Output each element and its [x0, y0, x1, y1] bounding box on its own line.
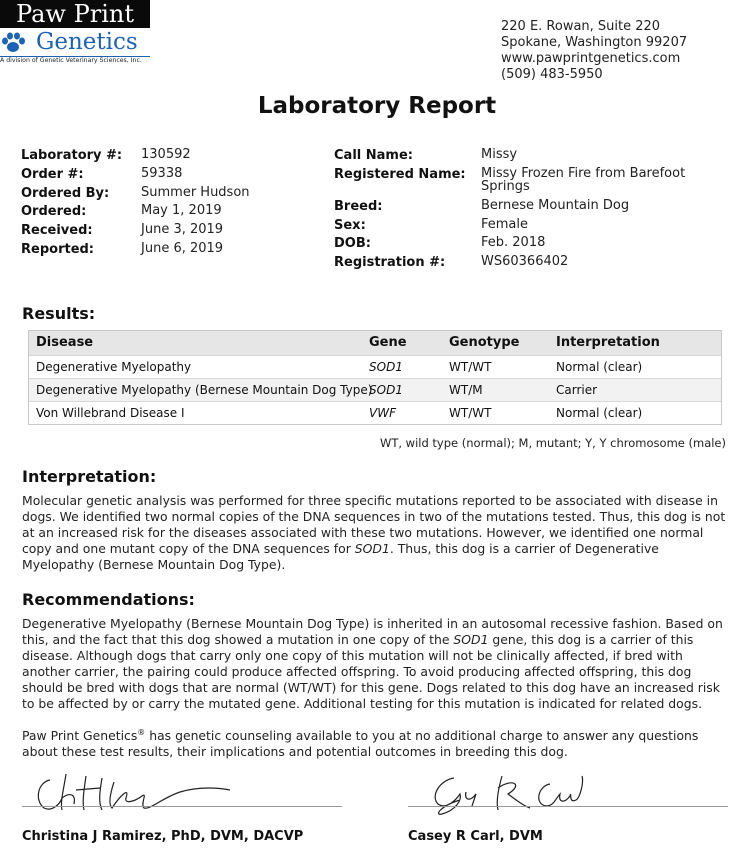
signer-name-left: Christina J Ramirez, PhD, DVM, DACVP: [22, 829, 304, 844]
address-phone: (509) 483-5950: [501, 67, 603, 82]
genotype-cell: WT/WT: [449, 360, 492, 374]
interpretation-heading: Interpretation:: [22, 467, 157, 486]
address-website: www.pawprintgenetics.com: [501, 51, 681, 66]
registered-name-value-line1: Missy Frozen Fire from Barefoot: [481, 166, 686, 181]
ordered-by-value: Summer Hudson: [141, 185, 250, 200]
column-header-genotype: Genotype: [449, 335, 520, 350]
reported-date-label: Reported:: [21, 242, 95, 257]
paw-print-genetics-logo: [0, 0, 152, 70]
genotype-cell: WT/WT: [449, 406, 492, 420]
table-row: [29, 401, 721, 424]
counseling-paragraph: Paw Print Genetics® has genetic counseling available to you at no additional charge to answer any questions about these test results, their implications and potential outcomes in breeding this dog.: [22, 728, 699, 760]
ordered-date-value: May 1, 2019: [141, 203, 222, 218]
results-table: [28, 330, 722, 425]
logo-line1: Paw Print: [0, 0, 150, 28]
address-city: Spokane, Washington 99207: [501, 35, 688, 50]
ordered-by-label: Ordered By:: [21, 186, 110, 201]
dob-value: Feb. 2018: [481, 235, 546, 250]
received-date-value: June 3, 2019: [141, 222, 224, 237]
gene-cell: SOD1: [369, 383, 403, 397]
results-heading: Results:: [22, 304, 96, 323]
page-title: Laboratory Report: [257, 93, 497, 119]
gene-cell: SOD1: [369, 360, 403, 374]
interpretation-paragraph: Molecular genetic analysis was performed for three specific mutations reported to be associated with disease in dogs. We identified two normal copies of the DNA sequences in two of the mutations tested. Thus, this dog is not at an increased risk for the diseases associated with these two mutations. However, we identified one normal copy and one mutant copy of the DNA sequences for SOD1. Thus, this dog is a carrier of Degenerative Myelopathy (Bernese Mountain Dog Type).: [22, 493, 726, 572]
disease-cell: Degenerative Myelopathy (Bernese Mountain Dog Type): [36, 383, 373, 397]
interpretation-cell: Normal (clear): [556, 360, 643, 374]
column-header-interpretation: Interpretation: [556, 335, 660, 350]
table-header-row: [29, 331, 721, 355]
sex-label: Sex:: [334, 218, 366, 233]
table-row: [29, 355, 721, 378]
order-number-label: Order #:: [21, 167, 84, 182]
table-row: [29, 378, 721, 401]
gene-italic: SOD1: [453, 632, 489, 647]
order-number-value: 59338: [141, 166, 183, 181]
dob-label: DOB:: [334, 236, 371, 251]
genotype-cell: WT/M: [449, 383, 483, 397]
breed-label: Breed:: [334, 199, 383, 214]
interpretation-cell: Carrier: [556, 383, 598, 397]
recommendations-heading: Recommendations:: [22, 590, 195, 609]
breed-value: Bernese Mountain Dog: [481, 198, 630, 213]
signature-line-left: [22, 806, 342, 807]
registered-name-label: Registered Name:: [334, 167, 466, 182]
disease-cell: Degenerative Myelopathy: [36, 360, 192, 374]
registration-value: WS60366402: [481, 254, 569, 269]
reported-date-value: June 6, 2019: [141, 241, 224, 256]
laboratory-number-label: Laboratory #:: [21, 148, 123, 163]
logo-tagline: A division of Genetic Veterinary Sciences, Inc.: [0, 57, 142, 64]
call-name-value: Missy: [481, 147, 518, 162]
column-header-gene: Gene: [369, 335, 407, 350]
ordered-date-label: Ordered:: [21, 204, 87, 219]
gene-italic: SOD1: [354, 541, 390, 556]
registered-name-value-line2: Springs: [481, 179, 530, 194]
laboratory-number-value: 130592: [141, 147, 191, 162]
call-name-label: Call Name:: [334, 148, 413, 163]
received-date-label: Received:: [21, 223, 93, 238]
interpretation-cell: Normal (clear): [556, 406, 643, 420]
signature-line-right: [408, 806, 728, 807]
registration-label: Registration #:: [334, 255, 446, 270]
column-header-disease: Disease: [36, 335, 94, 350]
sex-value: Female: [481, 217, 529, 232]
address-street: 220 E. Rowan, Suite 220: [501, 19, 661, 34]
recommendations-paragraph: Degenerative Myelopathy (Bernese Mountain Dog Type) is inherited in an autosomal recessive fashion. Based on this, and the fact that this dog showed a mutation in one copy of the SOD1 gene, this dog is a carrier of this disease. Although dogs that carry only one copy of this mutation will not be clinically affected, if bred with another carrier, the pairing could produce affected offspring. To avoid producing affected offspring, this dog should be bred with dogs that are normal (WT/WT) for this gene. Dogs related to this dog have an increased risk to be affected by or carry the mutated gene. Additional testing for this mutation is indicated for related dogs.: [22, 616, 723, 711]
signature-ramirez: [30, 768, 240, 818]
gene-cell: VWF: [369, 406, 396, 420]
genotype-legend: WT, wild type (normal); M, mutant; Y, Y chromosome (male): [379, 436, 726, 450]
disease-cell: Von Willebrand Disease I: [36, 406, 185, 420]
signature-carl: [420, 770, 600, 820]
signer-name-right: Casey R Carl, DVM: [408, 829, 543, 844]
paw-print-icon: [0, 32, 26, 54]
logo-line2: Genetics: [36, 29, 138, 55]
